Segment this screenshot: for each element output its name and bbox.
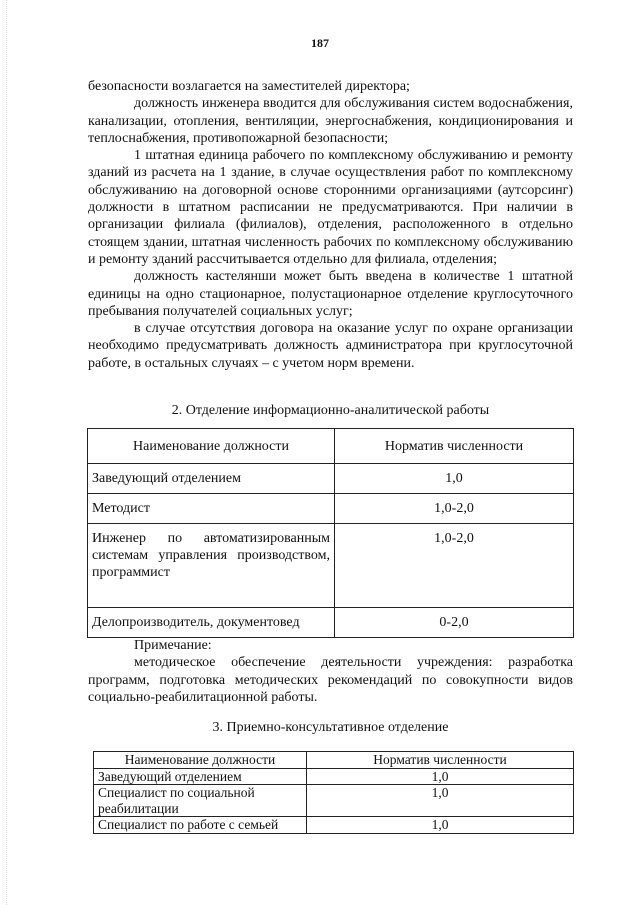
position-norm: 1,0 bbox=[307, 785, 574, 817]
paragraph: 1 штатная единица рабочего по комплексному обслуживанию и ремонту зданий из расчета на 1 здание, в случае осуществления работ по комплексному обслуживанию на договорной основе сторонними организациями (аутсорсинг) должности в штатном расписании не предусматриваются. При наличии в организации филиала (филиалов), отделения, расположенного в отдельно стоящем здании, штатная численность рабочих по комплексному обслуживанию и ремонту зданий рассчитывается отдельно для филиала, отделения; bbox=[88, 148, 573, 267]
paragraph: безопасности возлагается на заместителей директора; bbox=[88, 79, 410, 94]
table-row bbox=[88, 494, 574, 524]
position-norm: 1,0-2,0 bbox=[335, 524, 574, 608]
column-header: Наименование должности bbox=[88, 429, 335, 464]
table-row bbox=[94, 768, 574, 785]
scan-margin-line bbox=[6, 0, 8, 905]
table-row bbox=[88, 608, 574, 638]
note-label: Примечание: bbox=[134, 638, 212, 653]
paragraph: должность кастелянши может быть введена в количестве 1 штатной единицы на одно стационарное, полустационарное отделение круглосуточного пребывания получателей социальных услуг; bbox=[88, 269, 573, 319]
staffing-table-reception bbox=[93, 751, 574, 834]
column-header: Норматив численности bbox=[335, 429, 574, 464]
table-header-row bbox=[94, 752, 574, 769]
position-name: Заведующий отделением bbox=[94, 768, 307, 785]
table-header-row bbox=[88, 429, 574, 464]
position-name: Инженер по автоматизированным системам управления производством, программист bbox=[88, 524, 335, 608]
position-norm: 1,0 bbox=[335, 464, 574, 494]
table-row bbox=[88, 464, 574, 494]
paragraph: в случае отсутствия договора на оказание услуг по охране организации необходимо предусматривать должность администратора при круглосуточной работе, в остальных случаях – с учетом норм времени. bbox=[88, 321, 573, 371]
position-norm: 0-2,0 bbox=[335, 608, 574, 638]
position-name: Специалист по работе с семьей bbox=[94, 817, 307, 834]
table-row bbox=[94, 817, 574, 834]
position-name: Методист bbox=[88, 494, 335, 524]
position-name: Делопроизводитель, документовед bbox=[88, 608, 335, 638]
position-norm: 1,0-2,0 bbox=[335, 494, 574, 524]
staffing-table-informational bbox=[87, 428, 574, 638]
section-title-3: 3. Приемно-консультативное отделение bbox=[212, 720, 449, 735]
column-header: Норматив численности bbox=[307, 752, 574, 769]
table-row bbox=[88, 524, 574, 608]
note-block bbox=[88, 637, 573, 706]
table-row bbox=[94, 785, 574, 817]
position-norm: 1,0 bbox=[307, 768, 574, 785]
position-norm: 1,0 bbox=[307, 817, 574, 834]
position-name: Заведующий отделением bbox=[88, 464, 335, 494]
note-text: методическое обеспечение деятельности учреждения: разработка программ, подготовка методических рекомендаций по совокупности видов социально-реабилитационной работы. bbox=[88, 655, 573, 705]
body-text bbox=[88, 78, 573, 372]
section-title-2: 2. Отделение информационно-аналитической работы bbox=[171, 403, 490, 418]
paragraph: должность инженера вводится для обслуживания систем водоснабжения, канализации, отопления, вентиляции, энергоснабжения, кондиционирования и теплоснабжения, противопожарной безопасности; bbox=[88, 96, 573, 146]
position-name: Специалист по социальной реабилитации bbox=[94, 785, 307, 817]
page-number: 187 bbox=[311, 36, 329, 50]
column-header: Наименование должности bbox=[94, 752, 307, 769]
